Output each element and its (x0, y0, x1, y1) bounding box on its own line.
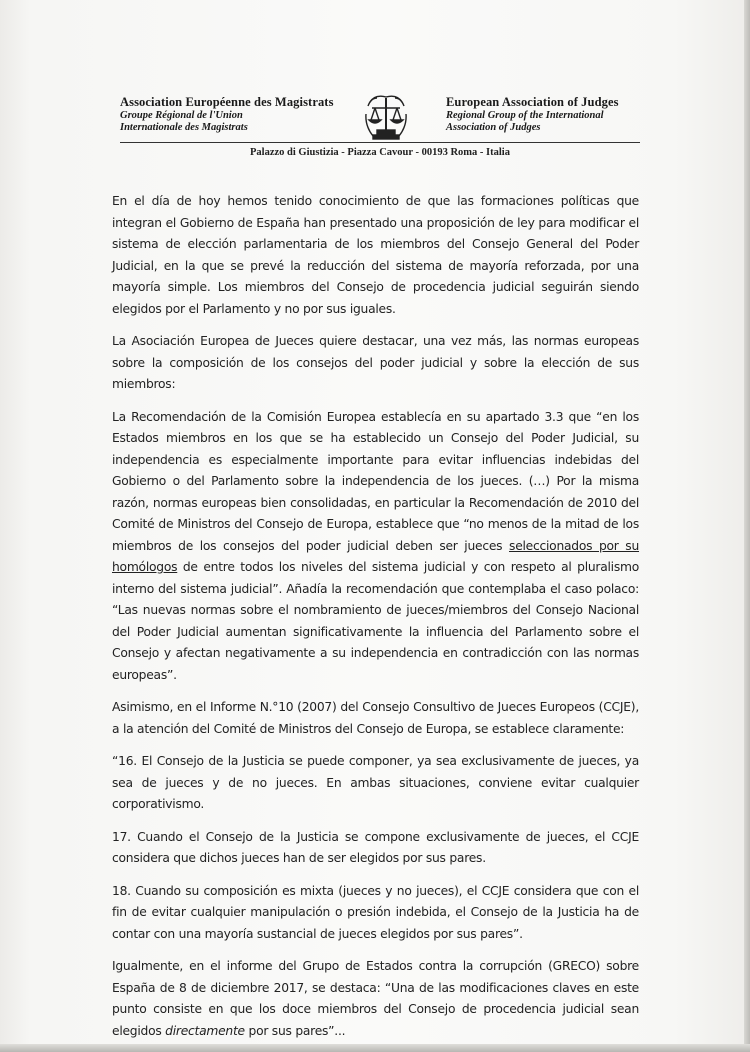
association-subtitle-en-1: Regional Group of the International (446, 110, 604, 121)
scales-of-justice-icon (363, 90, 409, 142)
paragraph-1: En el día de hoy hemos tenido conocimiento de que las formaciones políticas que integran el Gobierno de España han presentado una proposición de ley para modificar el sistema de elección parlamentaria de los miembros del Consejo General del Poder Judicial, en la que se prevé la reducción del sistema de mayoría reforzada, por una mayoría simple. Los miembros del Consejo de procedencia judicial seguirán siendo elegidos por el Parlamento y no por sus iguales. (112, 194, 639, 316)
letterhead (0, 0, 750, 170)
page-edge-right (744, 0, 750, 1052)
italic-word: directamente (165, 1023, 245, 1038)
association-subtitle-fr-2: Internationale des Magistrats (120, 122, 248, 133)
paragraph-3 (112, 407, 639, 687)
association-subtitle-en-2: Association of Judges (446, 122, 541, 133)
paragraph-4: Asimismo, en el Informe N.°10 (2007) del Consejo Consultivo de Jueces Europeos (CCJE), a la atención del Comité de Ministros del Consejo de Europa, se establece claramente: (112, 700, 639, 736)
letter-body (112, 191, 639, 1052)
underlined-phrase: seleccionados por su homólogos (112, 538, 640, 574)
association-name-fr: Association Européenne des Magistrats (120, 95, 334, 109)
paragraph-6: 17. Cuando el Consejo de la Justicia se compone exclusivamente de jueces, el CCJE considera que dichos jueces han de ser elegidos por sus pares. (112, 829, 639, 865)
letterhead-right (446, 95, 686, 134)
letterhead-left (120, 95, 360, 134)
paragraph-8 (112, 956, 639, 1042)
paragraph-3-part-b: de entre todos los niveles del sistema judicial y con respeto al pluralismo interno del sistema judicial”. Añadía la recomendación que contemplaba el caso polaco: “Las nuevas normas sobre el nombramiento de jueces/miembros del Consejo Nacional del Poder Judicial aumentan significativamente la influencia del Parlamento sobre el Consejo y afectan negativamente a su independencia en contradicción con las normas europeas”. (112, 560, 639, 682)
association-name-en: European Association of Judges (446, 95, 619, 109)
paragraph-8-part-a: Igualmente, en el informe del Grupo de Estados contra la corrupción (GRECO) sobre España de 8 de diciembre 2017, se destaca: “Una de las modificaciones claves en este punto consiste en que los doce miembros del Consejo de procedencia judicial sean elegidos (112, 959, 639, 1038)
paragraph-3-part-a: La Recomendación de la Comisión Europea establecía en su apartado 3.3 que “en los Estados miembros en los que se ha establecido un Consejo del Poder Judicial, su independencia es especialmente importante para evitar influencias indebidas del Gobierno o del Parlamento sobre la independencia de los jueces. (…) Por la misma razón, normas europeas bien consolidadas, en particular la Recomendación de 2010 del Comité de Ministros del Consejo de Europa, establece que “no menos de la mitad de los miembros de los consejos del poder judicial deben ser jueces (112, 409, 639, 553)
paragraph-7: 18. Cuando su composición es mixta (jueces y no jueces), el CCJE considera que con el fin de evitar cualquier manipulación o presión indebida, el Consejo de la Justicia ha de contar con una mayoría sustancial de jueces elegidos por sus pares”. (112, 883, 639, 941)
association-subtitle-fr-1: Groupe Régional de l'Union (120, 110, 243, 121)
letterhead-divider (120, 142, 640, 143)
paragraph-2: La Asociación Europea de Jueces quiere destacar, una vez más, las normas europeas sobre la composición de los consejos del poder judicial y sobre la elección de sus miembros: (112, 334, 639, 391)
paragraph-8-part-b: por sus pares”... (244, 1023, 346, 1038)
letterhead-address: Palazzo di Giustizia - Piazza Cavour - 00193 Roma - Italia (250, 147, 510, 158)
page-edge-bottom (0, 1044, 750, 1052)
paragraph-5: “16. El Consejo de la Justicia se puede componer, ya sea exclusivamente de jueces, ya sea de jueces y de no jueces. En ambas situaciones, conviene evitar cualquier corporativismo. (112, 754, 639, 811)
